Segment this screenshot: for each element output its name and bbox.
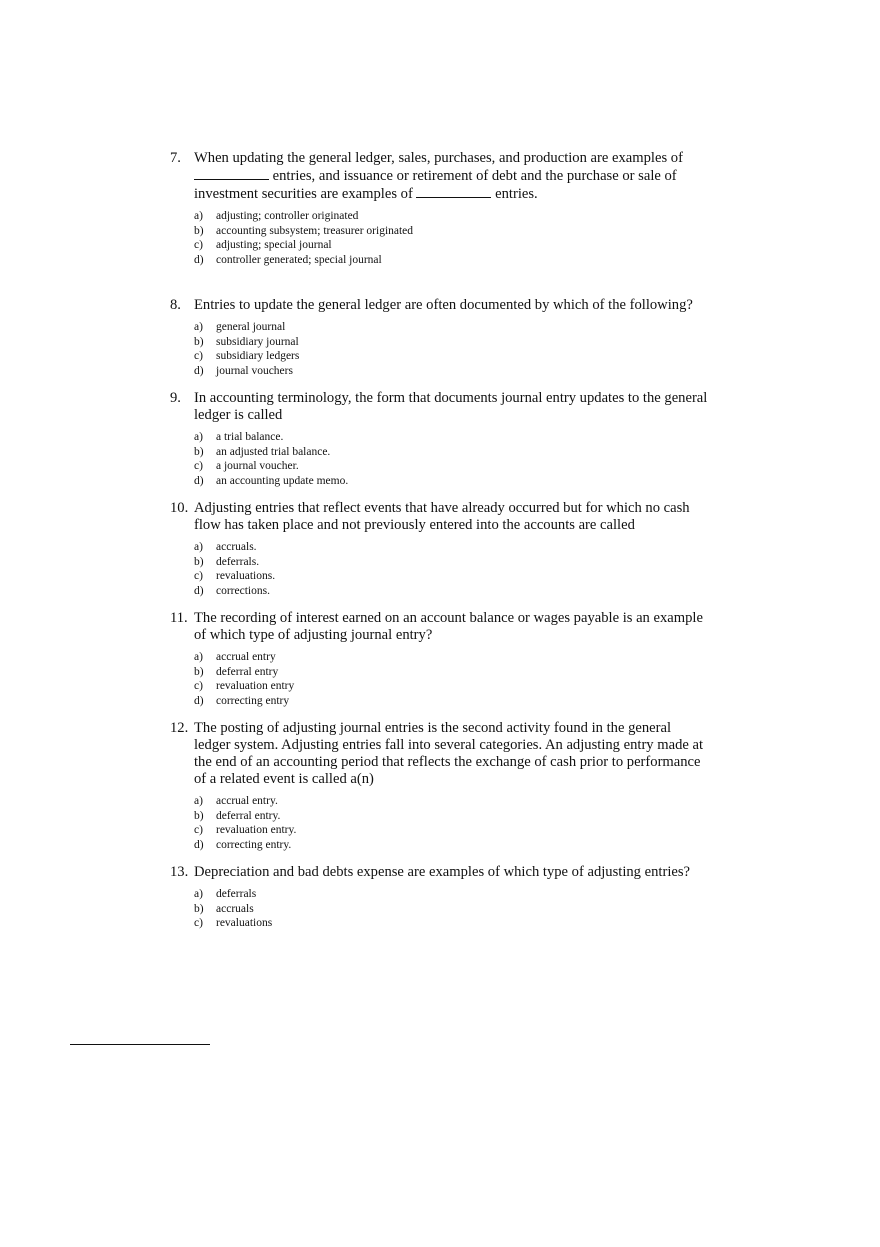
option-b bbox=[194, 224, 710, 239]
option-c bbox=[194, 679, 710, 694]
option-list bbox=[194, 320, 710, 378]
question-7 bbox=[170, 150, 710, 267]
option-a bbox=[194, 540, 710, 555]
option-b bbox=[194, 445, 710, 460]
question-text: The posting of adjusting journal entries is the second activity found in the general ledger system. Adjusting entries fall into several categories. An adjusting entry made at the end of an accounting period that reflects the exchange of cash prior to performance of a related event is called a(n) bbox=[194, 720, 704, 787]
option-letter: b) bbox=[194, 902, 204, 915]
question-12 bbox=[170, 720, 710, 852]
option-c bbox=[194, 569, 710, 584]
option-letter: d) bbox=[194, 694, 204, 707]
option-text: corrections. bbox=[216, 584, 270, 597]
question-number: 13. bbox=[170, 864, 189, 880]
option-d bbox=[194, 364, 710, 379]
option-text: accrual entry. bbox=[216, 795, 278, 807]
option-text: a trial balance. bbox=[216, 431, 284, 443]
option-letter: c) bbox=[194, 824, 203, 836]
question-number: 7. bbox=[170, 150, 181, 166]
option-letter: c) bbox=[194, 239, 203, 251]
question-text: Depreciation and bad debts expense are examples of which type of adjusting entries? bbox=[194, 864, 691, 880]
option-list bbox=[194, 650, 710, 708]
option-text: subsidiary journal bbox=[216, 335, 299, 348]
question-text: In accounting terminology, the form that documents journal entry updates to the general ledger is called bbox=[194, 390, 708, 423]
option-text: accounting subsystem; treasurer originated bbox=[216, 224, 414, 237]
option-list bbox=[194, 430, 710, 488]
option-letter: a) bbox=[194, 541, 203, 553]
question-text-part-1: When updating the general ledger, sales, purchases, and production are examples of bbox=[194, 150, 683, 166]
option-text: accruals bbox=[216, 902, 254, 915]
question-text-part-3: entries. bbox=[495, 186, 538, 202]
option-letter: b) bbox=[194, 224, 204, 237]
question-10 bbox=[170, 500, 710, 598]
option-letter: d) bbox=[194, 474, 204, 487]
option-text: revaluations. bbox=[216, 570, 276, 582]
option-text: revaluation entry bbox=[216, 680, 295, 692]
option-letter: c) bbox=[194, 917, 203, 929]
option-text: controller generated; special journal bbox=[216, 253, 382, 266]
option-letter: a) bbox=[194, 210, 203, 222]
option-b bbox=[194, 809, 710, 824]
option-text: journal vouchers bbox=[216, 364, 293, 377]
option-letter: d) bbox=[194, 584, 204, 597]
option-text: revaluation entry. bbox=[216, 824, 297, 836]
question-9 bbox=[170, 390, 710, 488]
question-number: 12. bbox=[170, 720, 189, 736]
option-letter: a) bbox=[194, 431, 203, 443]
option-list bbox=[194, 794, 710, 852]
option-text: an adjusted trial balance. bbox=[216, 445, 331, 458]
option-c bbox=[194, 823, 710, 838]
option-letter: c) bbox=[194, 460, 203, 472]
option-c bbox=[194, 459, 710, 474]
option-a bbox=[194, 650, 710, 665]
question-number: 9. bbox=[170, 390, 181, 406]
option-d bbox=[194, 694, 710, 709]
question-text-part-2: entries, and issuance or retirement of debt and the purchase or sale of investment securities are examples of bbox=[194, 168, 677, 202]
option-list bbox=[194, 887, 710, 931]
question-8 bbox=[170, 297, 710, 378]
option-b bbox=[194, 665, 710, 680]
option-letter: c) bbox=[194, 570, 203, 582]
question-text: Adjusting entries that reflect events that have already occurred but for which no cash flow has taken place and not previously entered into the accounts are called bbox=[194, 500, 690, 533]
option-d bbox=[194, 474, 710, 489]
footnote-separator bbox=[70, 1044, 210, 1045]
option-d bbox=[194, 253, 710, 268]
option-d bbox=[194, 838, 710, 853]
option-text: deferrals bbox=[216, 888, 257, 900]
option-a bbox=[194, 794, 710, 809]
option-text: adjusting; controller originated bbox=[216, 210, 359, 222]
option-letter: b) bbox=[194, 555, 204, 568]
option-text: correcting entry. bbox=[216, 838, 292, 851]
option-text: deferral entry. bbox=[216, 809, 281, 822]
option-b bbox=[194, 555, 710, 570]
option-list bbox=[194, 540, 710, 598]
option-b bbox=[194, 902, 710, 917]
option-a bbox=[194, 887, 710, 902]
option-text: subsidiary ledgers bbox=[216, 350, 300, 362]
option-c bbox=[194, 349, 710, 364]
option-text: correcting entry bbox=[216, 694, 290, 707]
option-text: a journal voucher. bbox=[216, 460, 299, 472]
option-letter: b) bbox=[194, 445, 204, 458]
question-text: The recording of interest earned on an account balance or wages payable is an example of which type of adjusting journal entry? bbox=[194, 610, 703, 643]
option-letter: d) bbox=[194, 253, 204, 266]
question-list bbox=[170, 150, 710, 943]
option-c bbox=[194, 916, 710, 931]
option-text: accruals. bbox=[216, 541, 257, 553]
option-text: deferral entry bbox=[216, 665, 279, 678]
question-text bbox=[194, 150, 710, 203]
option-letter: a) bbox=[194, 795, 203, 807]
question-number: 10. bbox=[170, 500, 189, 516]
option-text: adjusting; special journal bbox=[216, 239, 332, 251]
answer-blank bbox=[194, 167, 269, 180]
option-letter: d) bbox=[194, 838, 204, 851]
option-letter: a) bbox=[194, 651, 203, 663]
option-d bbox=[194, 584, 710, 599]
option-text: general journal bbox=[216, 321, 286, 333]
option-a bbox=[194, 320, 710, 335]
option-letter: c) bbox=[194, 350, 203, 362]
option-a bbox=[194, 430, 710, 445]
question-text: Entries to update the general ledger are often documented by which of the following? bbox=[194, 297, 693, 313]
option-letter: b) bbox=[194, 809, 204, 822]
option-a bbox=[194, 209, 710, 224]
option-text: deferrals. bbox=[216, 555, 260, 568]
option-letter: b) bbox=[194, 335, 204, 348]
option-letter: b) bbox=[194, 665, 204, 678]
answer-blank bbox=[416, 185, 491, 198]
option-b bbox=[194, 335, 710, 350]
option-c bbox=[194, 238, 710, 253]
option-letter: a) bbox=[194, 321, 203, 333]
option-text: an accounting update memo. bbox=[216, 474, 349, 487]
question-number: 8. bbox=[170, 297, 181, 313]
option-text: revaluations bbox=[216, 917, 273, 929]
option-text: accrual entry bbox=[216, 651, 276, 663]
question-number: 11. bbox=[170, 610, 188, 626]
question-13 bbox=[170, 864, 710, 931]
option-letter: c) bbox=[194, 680, 203, 692]
option-letter: d) bbox=[194, 364, 204, 377]
question-11 bbox=[170, 610, 710, 708]
option-letter: a) bbox=[194, 888, 203, 900]
option-list bbox=[194, 209, 710, 267]
